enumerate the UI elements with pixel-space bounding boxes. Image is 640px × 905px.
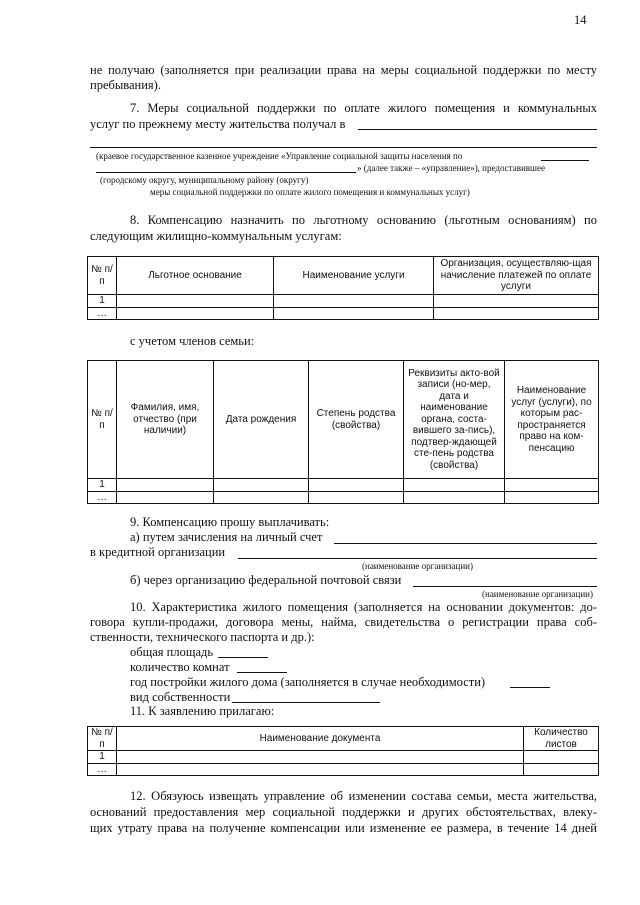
col-document-name: Наименование документа [117, 727, 524, 751]
s12-line-2: оснований предоставления мер социальной поддержки и других обстоятельствах, влеку- [90, 805, 597, 819]
s10-line-2: говора купли-продажи, договора мены, найма, свидетельства о регистрации права соб- [90, 615, 597, 629]
build-year-field[interactable] [510, 687, 550, 688]
s11-title: 11. К заявлению прилагаю: [130, 704, 275, 718]
benefit-table [87, 256, 599, 320]
table-cell[interactable] [117, 763, 524, 776]
s7-note-3: (городскому округу, муниципальному району (округу) [100, 175, 309, 185]
table-row [88, 751, 599, 764]
col-number: № п/п [88, 257, 117, 295]
table-cell[interactable] [309, 491, 404, 504]
table-row [88, 491, 599, 504]
table-cell[interactable] [214, 491, 309, 504]
family-label: с учетом членов семьи: [130, 334, 255, 348]
s9-b-note: (наименование организации) [482, 589, 593, 599]
table-cell[interactable] [404, 491, 505, 504]
ownership-field[interactable] [232, 702, 380, 703]
s10-line-1: 10. Характеристика жилого помещения (заполняется на основании документов: до- [130, 600, 597, 614]
s7-note-fill-2[interactable] [96, 172, 356, 173]
table-cell[interactable] [117, 479, 214, 492]
table-cell[interactable] [309, 479, 404, 492]
table-cell: 1 [88, 295, 117, 308]
table-cell[interactable] [274, 295, 434, 308]
col-services: Наименование услуг (услуги), по которым рас-пространяется право на ком-пенсацию [505, 361, 599, 479]
s7-note-1: (краевое государственное казенное учреждение «Управление социальной защиты населения по [96, 151, 463, 161]
table-cell[interactable] [434, 295, 599, 308]
col-number: № п/п [88, 727, 117, 751]
s8-line-2: следующим жилищно-коммунальным услугам: [90, 229, 342, 243]
post-office-field[interactable] [413, 586, 597, 587]
table-cell[interactable] [117, 295, 274, 308]
family-table [87, 360, 599, 504]
rooms-field[interactable] [237, 672, 287, 673]
col-benefit-basis: Льготное основание [117, 257, 274, 295]
table-cell: … [88, 307, 117, 320]
s9-option-a: а) путем зачисления на личный счет [130, 530, 323, 544]
col-billing-organization: Организация, осуществляю-щая начисление платежей по оплате услуги [434, 257, 599, 295]
intro-line-2: пребывания). [90, 78, 161, 92]
table-cell[interactable] [117, 307, 274, 320]
table-cell[interactable] [117, 491, 214, 504]
s8-line-1: 8. Компенсацию назначить по льготному основанию (льготным основаниям) по [130, 213, 597, 227]
table-cell[interactable] [404, 479, 505, 492]
intro-line-1: не получаю (заполняется при реализации права на меры социальной поддержки по месту [90, 63, 597, 77]
s7-note-fill-1[interactable] [541, 160, 589, 161]
table-cell[interactable] [434, 307, 599, 320]
s7-note-4: меры социальной поддержки по оплате жилого помещения и коммунальных услуг) [150, 187, 470, 197]
table-cell[interactable] [505, 479, 599, 492]
table-row [88, 295, 599, 308]
ownership-label: вид собственности [130, 690, 231, 704]
s7-note-2: » (далее также – «управление»), предоставившее [357, 163, 545, 173]
table-cell: … [88, 763, 117, 776]
s7-fill-line-2[interactable] [90, 147, 597, 148]
table-cell[interactable] [505, 491, 599, 504]
col-service-name: Наименование услуги [274, 257, 434, 295]
table-cell[interactable] [274, 307, 434, 320]
s10-line-3: ственности, технического паспорта и др.): [90, 630, 315, 644]
s7-line-2: услуг по прежнему месту жительства получал в [90, 117, 346, 131]
table-cell[interactable] [524, 763, 599, 776]
account-number-field[interactable] [334, 543, 597, 544]
total-area-field[interactable] [218, 657, 268, 658]
s12-line-3: щих утрату права на получение компенсации или изменение ее размера, в течение 14 дней [90, 821, 597, 835]
page-number: 14 [574, 13, 587, 27]
table-row [88, 479, 599, 492]
s7-line-1: 7. Меры социальной поддержки по оплате жилого помещения и коммунальных [130, 101, 597, 115]
col-full-name: Фамилия, имя, отчество (при наличии) [117, 361, 214, 479]
table-cell: 1 [88, 479, 117, 492]
table-cell[interactable] [214, 479, 309, 492]
s9-option-a-bank: в кредитной организации [90, 545, 226, 559]
bank-name-field[interactable] [238, 558, 597, 559]
s9-option-b: б) через организацию федеральной почтовой связи [130, 573, 402, 587]
col-sheet-count: Количество листов [524, 727, 599, 751]
s9-a-note: (наименование организации) [362, 561, 473, 571]
s12-line-1: 12. Обязуюсь извещать управление об изменении состава семьи, места жительства, [130, 789, 597, 803]
rooms-label: количество комнат [130, 660, 230, 674]
col-birth-date: Дата рождения [214, 361, 309, 479]
table-cell[interactable] [524, 751, 599, 764]
table-cell: … [88, 491, 117, 504]
col-relationship: Степень родства (свойства) [309, 361, 404, 479]
table-row [88, 307, 599, 320]
build-year-label: год постройки жилого дома (заполняется в случае необходимости) [130, 675, 486, 689]
attachments-table [87, 726, 599, 776]
table-cell[interactable] [117, 751, 524, 764]
col-civil-record: Реквизиты акто-вой записи (но-мер, дата и наименование органа, соста-вившего за-пись), подтвер-ждающей сте-пень родства (свойства) [404, 361, 505, 479]
table-row [88, 763, 599, 776]
table-cell: 1 [88, 751, 117, 764]
s7-fill-line[interactable] [358, 129, 597, 130]
col-number: № п/п [88, 361, 117, 479]
total-area-label: общая площадь [130, 645, 214, 659]
s9-title: 9. Компенсацию прошу выплачивать: [130, 515, 330, 529]
